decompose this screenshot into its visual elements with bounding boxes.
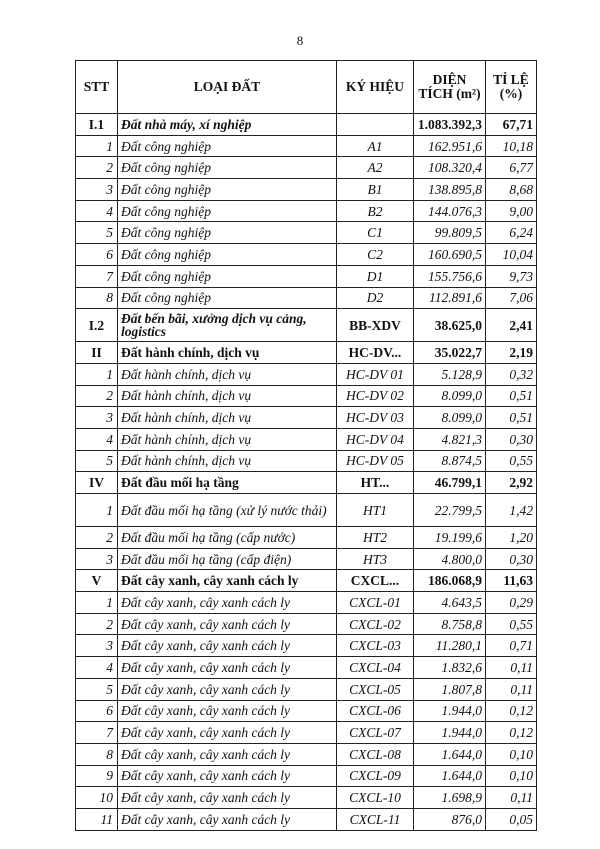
cell-stt: 2 [76, 385, 118, 407]
cell-ratio: 0,51 [486, 385, 537, 407]
cell-symbol: CXCL-07 [337, 722, 414, 744]
table-row [76, 265, 537, 287]
cell-land-type: Đất công nghiệp [118, 200, 337, 222]
cell-ratio: 11,63 [486, 570, 537, 592]
cell-ratio: 2,41 [486, 309, 537, 342]
cell-symbol: HT1 [337, 494, 414, 527]
cell-symbol: HC-DV... [337, 342, 414, 364]
cell-ratio: 0,29 [486, 592, 537, 614]
cell-symbol: HC-DV 01 [337, 363, 414, 385]
cell-land-type: Đất hành chính, dịch vụ [118, 407, 337, 429]
table-row [76, 407, 537, 429]
cell-stt: 1 [76, 494, 118, 527]
table-row [76, 527, 537, 549]
table-row [76, 179, 537, 201]
table-row [76, 592, 537, 614]
cell-stt: I.1 [76, 114, 118, 136]
cell-land-type: Đất hành chính, dịch vụ [118, 428, 337, 450]
cell-land-type: Đất cây xanh, cây xanh cách ly [118, 635, 337, 657]
cell-ratio: 0,55 [486, 613, 537, 635]
cell-land-type: Đất cây xanh, cây xanh cách ly [118, 592, 337, 614]
cell-area: 144.076,3 [414, 200, 486, 222]
table-group-row [76, 114, 537, 136]
cell-stt: 1 [76, 135, 118, 157]
table-group-row [76, 570, 537, 592]
cell-area: 8.874,5 [414, 450, 486, 472]
cell-ratio: 0,12 [486, 722, 537, 744]
cell-area: 876,0 [414, 808, 486, 830]
cell-stt: 4 [76, 200, 118, 222]
cell-area: 1.698,9 [414, 787, 486, 809]
table-row [76, 385, 537, 407]
cell-symbol: CXCL-06 [337, 700, 414, 722]
cell-area: 108.320,4 [414, 157, 486, 179]
cell-land-type: Đất đầu mối hạ tầng (xử lý nước thải) [118, 494, 337, 527]
table-row [76, 548, 537, 570]
table-row [76, 135, 537, 157]
cell-ratio: 2,19 [486, 342, 537, 364]
cell-stt: 11 [76, 808, 118, 830]
cell-area: 8.099,0 [414, 407, 486, 429]
header-dien-tich: DIỆN TÍCH (m²) [414, 61, 486, 114]
cell-land-type: Đất hành chính, dịch vụ [118, 385, 337, 407]
cell-area: 99.809,5 [414, 222, 486, 244]
cell-stt: 4 [76, 428, 118, 450]
cell-area: 112.891,6 [414, 287, 486, 309]
cell-land-type: Đất đầu mối hạ tầng (cấp nước) [118, 527, 337, 549]
cell-ratio: 1,42 [486, 494, 537, 527]
cell-land-type: Đất công nghiệp [118, 265, 337, 287]
cell-stt: V [76, 570, 118, 592]
cell-area: 1.832,6 [414, 657, 486, 679]
cell-ratio: 0,11 [486, 787, 537, 809]
cell-land-type: Đất cây xanh, cây xanh cách ly [118, 700, 337, 722]
cell-stt: 1 [76, 592, 118, 614]
cell-symbol: D1 [337, 265, 414, 287]
cell-land-type: Đất cây xanh, cây xanh cách ly [118, 787, 337, 809]
cell-stt: 2 [76, 527, 118, 549]
cell-land-type: Đất hành chính, dịch vụ [118, 450, 337, 472]
cell-area: 11.280,1 [414, 635, 486, 657]
cell-ratio: 0,12 [486, 700, 537, 722]
table-row [76, 722, 537, 744]
header-ky-hieu: KÝ HIỆU [337, 61, 414, 114]
cell-stt: 6 [76, 700, 118, 722]
cell-land-type: Đất nhà máy, xí nghiệp [118, 114, 337, 136]
cell-land-type: Đất cây xanh, cây xanh cách ly [118, 678, 337, 700]
cell-symbol: HT... [337, 472, 414, 494]
cell-land-type: Đất cây xanh, cây xanh cách ly [118, 765, 337, 787]
cell-stt: 5 [76, 678, 118, 700]
cell-symbol: BB-XDV [337, 309, 414, 342]
cell-land-type: Đất công nghiệp [118, 135, 337, 157]
cell-area: 35.022,7 [414, 342, 486, 364]
cell-stt: 3 [76, 407, 118, 429]
cell-area: 8.758,8 [414, 613, 486, 635]
cell-symbol: CXCL-02 [337, 613, 414, 635]
table-group-row [76, 342, 537, 364]
cell-symbol: B2 [337, 200, 414, 222]
cell-ratio: 0,32 [486, 363, 537, 385]
cell-ratio: 9,00 [486, 200, 537, 222]
cell-symbol: A1 [337, 135, 414, 157]
cell-symbol: HC-DV 04 [337, 428, 414, 450]
cell-area: 160.690,5 [414, 244, 486, 266]
cell-symbol: CXCL-11 [337, 808, 414, 830]
table-row [76, 450, 537, 472]
table-row [76, 428, 537, 450]
cell-stt: 2 [76, 613, 118, 635]
cell-land-type: Đất công nghiệp [118, 179, 337, 201]
cell-stt: I.2 [76, 309, 118, 342]
cell-ratio: 8,68 [486, 179, 537, 201]
table-row [76, 765, 537, 787]
table-row [76, 787, 537, 809]
cell-stt: 2 [76, 157, 118, 179]
cell-symbol: CXCL-08 [337, 743, 414, 765]
table-header-row [76, 61, 537, 114]
cell-symbol: CXCL-01 [337, 592, 414, 614]
header-stt: STT [76, 61, 118, 114]
cell-land-type: Đất bến bãi, xưởng dịch vụ cảng, logistics [118, 309, 337, 342]
table-row [76, 743, 537, 765]
table-row [76, 494, 537, 527]
cell-symbol: CXCL-10 [337, 787, 414, 809]
cell-ratio: 0,51 [486, 407, 537, 429]
cell-stt: 9 [76, 765, 118, 787]
cell-land-type: Đất hành chính, dịch vụ [118, 363, 337, 385]
cell-ratio: 6,24 [486, 222, 537, 244]
page-number: 8 [296, 33, 304, 48]
table-row [76, 700, 537, 722]
cell-land-type: Đất đầu mối hạ tầng [118, 472, 337, 494]
cell-ratio: 0,05 [486, 808, 537, 830]
table-row [76, 657, 537, 679]
cell-stt: 1 [76, 363, 118, 385]
cell-area: 138.895,8 [414, 179, 486, 201]
cell-area: 1.083.392,3 [414, 114, 486, 136]
cell-ratio: 0,10 [486, 765, 537, 787]
cell-area: 38.625,0 [414, 309, 486, 342]
cell-land-type: Đất hành chính, dịch vụ [118, 342, 337, 364]
cell-ratio: 1,20 [486, 527, 537, 549]
cell-stt: 8 [76, 743, 118, 765]
table-row [76, 157, 537, 179]
cell-area: 4.821,3 [414, 428, 486, 450]
table-body [76, 114, 537, 831]
cell-ratio: 6,77 [486, 157, 537, 179]
cell-area: 1.807,8 [414, 678, 486, 700]
cell-symbol: A2 [337, 157, 414, 179]
cell-land-type: Đất công nghiệp [118, 222, 337, 244]
cell-land-type: Đất công nghiệp [118, 287, 337, 309]
cell-area: 1.644,0 [414, 743, 486, 765]
cell-area: 1.644,0 [414, 765, 486, 787]
table-row [76, 244, 537, 266]
cell-stt: 3 [76, 179, 118, 201]
table-row [76, 222, 537, 244]
cell-area: 46.799,1 [414, 472, 486, 494]
cell-symbol: HC-DV 05 [337, 450, 414, 472]
cell-area: 4.800,0 [414, 548, 486, 570]
table-group-row [76, 472, 537, 494]
cell-stt: 5 [76, 450, 118, 472]
cell-symbol: B1 [337, 179, 414, 201]
cell-land-type: Đất cây xanh, cây xanh cách ly [118, 613, 337, 635]
table-row [76, 613, 537, 635]
cell-symbol [337, 114, 414, 136]
cell-ratio: 9,73 [486, 265, 537, 287]
cell-stt: 7 [76, 265, 118, 287]
cell-ratio: 0,30 [486, 428, 537, 450]
cell-land-type: Đất cây xanh, cây xanh cách ly [118, 743, 337, 765]
cell-stt: 10 [76, 787, 118, 809]
land-use-table [75, 60, 537, 831]
cell-ratio: 10,18 [486, 135, 537, 157]
cell-area: 4.643,5 [414, 592, 486, 614]
cell-land-type: Đất công nghiệp [118, 244, 337, 266]
cell-symbol: D2 [337, 287, 414, 309]
cell-land-type: Đất công nghiệp [118, 157, 337, 179]
cell-ratio: 0,11 [486, 678, 537, 700]
cell-area: 162.951,6 [414, 135, 486, 157]
table-row [76, 808, 537, 830]
cell-ratio: 0,55 [486, 450, 537, 472]
cell-ratio: 67,71 [486, 114, 537, 136]
cell-symbol: CXCL-09 [337, 765, 414, 787]
cell-land-type: Đất cây xanh, cây xanh cách ly [118, 570, 337, 592]
cell-land-type: Đất cây xanh, cây xanh cách ly [118, 657, 337, 679]
cell-ratio: 0,10 [486, 743, 537, 765]
cell-symbol: CXCL... [337, 570, 414, 592]
cell-ratio: 2,92 [486, 472, 537, 494]
cell-symbol: C2 [337, 244, 414, 266]
cell-land-type: Đất đầu mối hạ tầng (cấp điện) [118, 548, 337, 570]
header-ti-le: TỈ LỆ (%) [486, 61, 537, 114]
table-group-row [76, 309, 537, 342]
header-loai-dat: LOẠI ĐẤT [118, 61, 337, 114]
table-row [76, 200, 537, 222]
cell-land-type: Đất cây xanh, cây xanh cách ly [118, 722, 337, 744]
cell-symbol: HT2 [337, 527, 414, 549]
cell-area: 1.944,0 [414, 700, 486, 722]
cell-stt: IV [76, 472, 118, 494]
cell-ratio: 7,06 [486, 287, 537, 309]
cell-symbol: HC-DV 03 [337, 407, 414, 429]
cell-area: 5.128,9 [414, 363, 486, 385]
cell-area: 22.799,5 [414, 494, 486, 527]
cell-symbol: CXCL-03 [337, 635, 414, 657]
cell-ratio: 0,30 [486, 548, 537, 570]
cell-symbol: CXCL-04 [337, 657, 414, 679]
cell-area: 8.099,0 [414, 385, 486, 407]
cell-symbol: HC-DV 02 [337, 385, 414, 407]
cell-stt: II [76, 342, 118, 364]
cell-stt: 3 [76, 548, 118, 570]
cell-stt: 4 [76, 657, 118, 679]
cell-stt: 8 [76, 287, 118, 309]
cell-symbol: HT3 [337, 548, 414, 570]
cell-area: 1.944,0 [414, 722, 486, 744]
cell-stt: 5 [76, 222, 118, 244]
table-row [76, 635, 537, 657]
cell-stt: 6 [76, 244, 118, 266]
cell-ratio: 0,11 [486, 657, 537, 679]
cell-ratio: 10,04 [486, 244, 537, 266]
cell-stt: 7 [76, 722, 118, 744]
cell-land-type: Đất cây xanh, cây xanh cách ly [118, 808, 337, 830]
cell-area: 186.068,9 [414, 570, 486, 592]
table-row [76, 287, 537, 309]
cell-ratio: 0,71 [486, 635, 537, 657]
cell-symbol: C1 [337, 222, 414, 244]
cell-stt: 3 [76, 635, 118, 657]
cell-area: 155.756,6 [414, 265, 486, 287]
table-row [76, 678, 537, 700]
table-row [76, 363, 537, 385]
cell-symbol: CXCL-05 [337, 678, 414, 700]
cell-area: 19.199,6 [414, 527, 486, 549]
